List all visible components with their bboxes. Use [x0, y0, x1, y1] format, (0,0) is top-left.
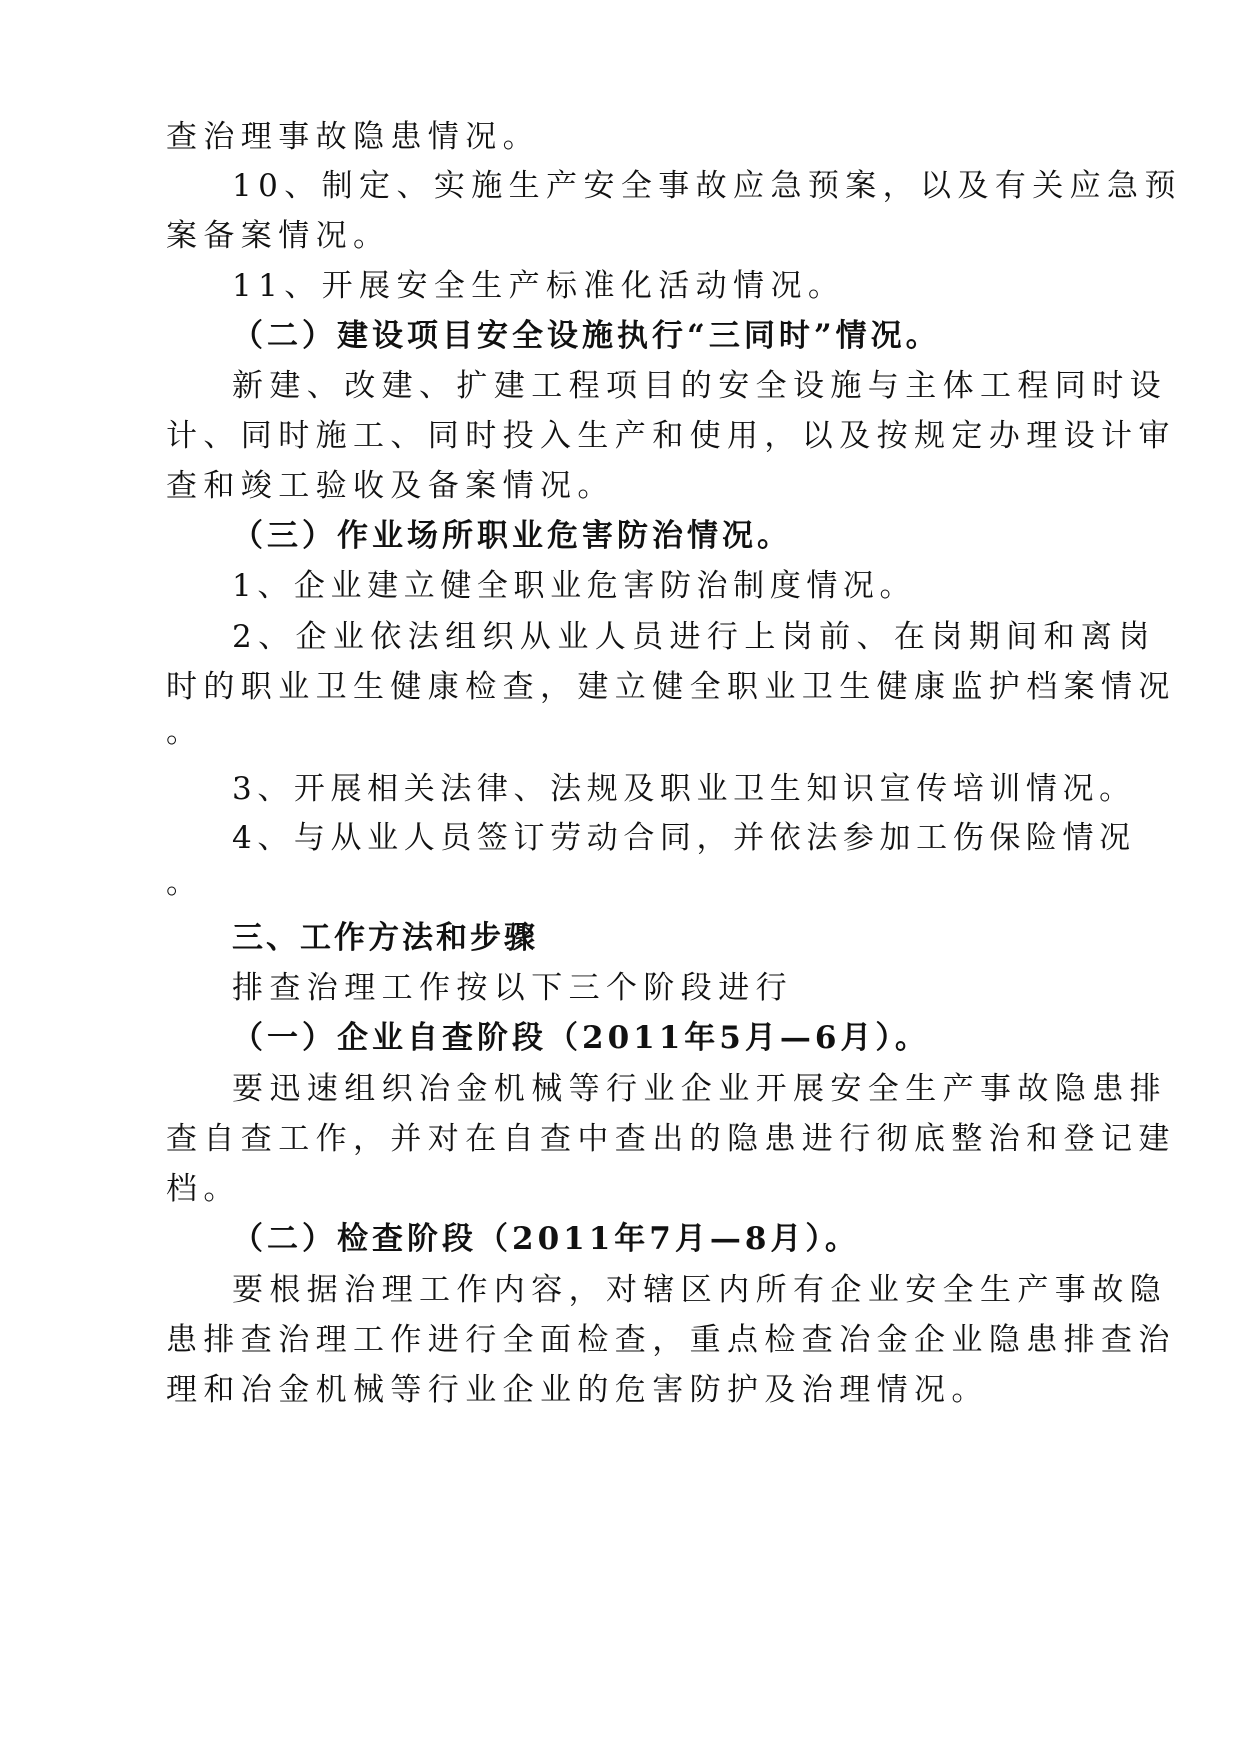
list-item-4: 4、与从业人员签订劳动合同，并依法参加工伤保险情况 — [232, 820, 1136, 856]
list-item-10: 10、制定、实施生产安全事故应急预案，以及有关应急预 — [232, 168, 1182, 204]
list-item-10-continuation: 案备案情况。 — [166, 218, 391, 254]
list-item-4-end: 。 — [166, 865, 204, 901]
list-item-3: 3、开展相关法律、法规及职业卫生知识宣传培训情况。 — [232, 771, 1136, 807]
section-heading-2: （二）建设项目安全设施执行“三同时”情况。 — [232, 318, 941, 354]
paragraph-line: 查和竣工验收及备案情况。 — [166, 468, 615, 504]
list-item-11: 11、开展安全生产标准化活动情况。 — [232, 268, 846, 304]
paragraph-line: 要根据治理工作内容，对辖区内所有企业安全生产事故隐 — [232, 1272, 1167, 1308]
section-heading-main: 三、工作方法和步骤 — [232, 920, 538, 956]
list-item-2: 2、企业依法组织从业人员进行上岗前、在岗期间和离岗 — [232, 619, 1156, 655]
stage-heading-1: （一）企业自查阶段（2011年5月—6月）。 — [232, 1020, 930, 1056]
paragraph-continuation: 查治理事故隐患情况。 — [166, 119, 540, 155]
list-item-2-end: 。 — [166, 714, 204, 750]
paragraph-line: 档。 — [166, 1171, 241, 1207]
list-item-2-continuation: 时的职业卫生健康检查，建立健全职业卫生健康监护档案情况 — [166, 669, 1176, 705]
paragraph-line: 要迅速组织冶金机械等行业企业开展安全生产事故隐患排 — [232, 1071, 1167, 1107]
stage-heading-2: （二）检查阶段（2011年7月—8月）。 — [232, 1221, 860, 1257]
paragraph-line: 计、同时施工、同时投入生产和使用，以及按规定办理设计审 — [166, 418, 1176, 454]
paragraph-line: 排查治理工作按以下三个阶段进行 — [232, 970, 793, 1006]
section-heading-3: （三）作业场所职业危害防治情况。 — [232, 518, 792, 554]
paragraph-line: 理和冶金机械等行业企业的危害防护及治理情况。 — [166, 1372, 989, 1408]
list-item-1: 1、企业建立健全职业危害防治制度情况。 — [232, 568, 917, 604]
paragraph-line: 查自查工作，并对在自查中查出的隐患进行彻底整治和登记建 — [166, 1121, 1176, 1157]
paragraph-line: 新建、改建、扩建工程项目的安全设施与主体工程同时设 — [232, 368, 1167, 404]
paragraph-line: 患排查治理工作进行全面检查，重点检查冶金企业隐患排查治 — [166, 1322, 1176, 1358]
